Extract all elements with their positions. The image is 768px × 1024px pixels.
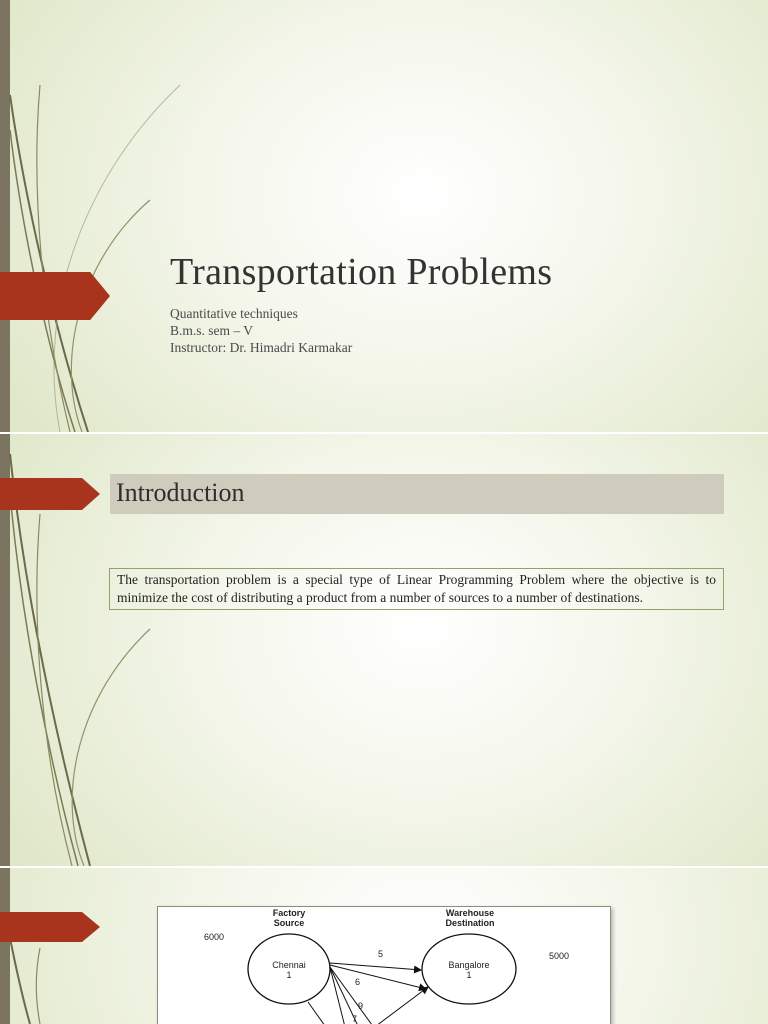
intro-slide bbox=[0, 434, 768, 866]
red-arrow-shape bbox=[0, 478, 100, 510]
warehouse-header-line1: Warehouse bbox=[445, 908, 495, 918]
route-cost: 6 bbox=[355, 977, 361, 987]
route-cost: 9 bbox=[358, 1001, 364, 1011]
network-svg bbox=[158, 907, 610, 1024]
title-slide bbox=[0, 0, 768, 432]
slide-heading: Introduction bbox=[116, 478, 245, 507]
diagram-slide bbox=[0, 868, 768, 1024]
factory-header-line2: Source bbox=[273, 918, 305, 928]
supply-value: 6000 bbox=[204, 932, 225, 942]
source-name: Chennai bbox=[272, 960, 306, 970]
subtitle-block bbox=[170, 305, 352, 356]
definition-textbox: The transportation problem is a special type of Linear Programming Problem where the objective is to minimize the cost of distributing a product from a number of sources to a number of destinations. bbox=[109, 568, 724, 610]
subtitle-line: Instructor: Dr. Himadri Karmakar bbox=[170, 340, 353, 355]
factory-header-line1: Factory bbox=[272, 908, 306, 918]
route-arrow bbox=[330, 965, 426, 989]
red-arrow-shape bbox=[0, 912, 100, 942]
subtitle-line: Quantitative techniques bbox=[170, 306, 298, 321]
route-line bbox=[330, 967, 350, 1024]
destination-name: Bangalore bbox=[448, 960, 490, 970]
route-line bbox=[308, 1002, 340, 1024]
destination-number: 1 bbox=[466, 970, 472, 980]
route-cost: 7 bbox=[352, 1014, 358, 1024]
route-cost: 5 bbox=[378, 949, 384, 959]
route-line bbox=[330, 967, 388, 1024]
demand-value: 5000 bbox=[549, 951, 570, 961]
heading-bar bbox=[110, 474, 724, 514]
subtitle-line: B.m.s. sem – V bbox=[170, 323, 254, 338]
route-arrow bbox=[330, 963, 421, 970]
red-arrow-shape bbox=[0, 272, 110, 320]
warehouse-header-line2: Destination bbox=[445, 918, 495, 928]
slide-title: Transportation Problems bbox=[170, 251, 553, 293]
transport-network-diagram bbox=[157, 906, 611, 1024]
decorative-swirl bbox=[0, 0, 200, 432]
source-number: 1 bbox=[286, 970, 292, 980]
